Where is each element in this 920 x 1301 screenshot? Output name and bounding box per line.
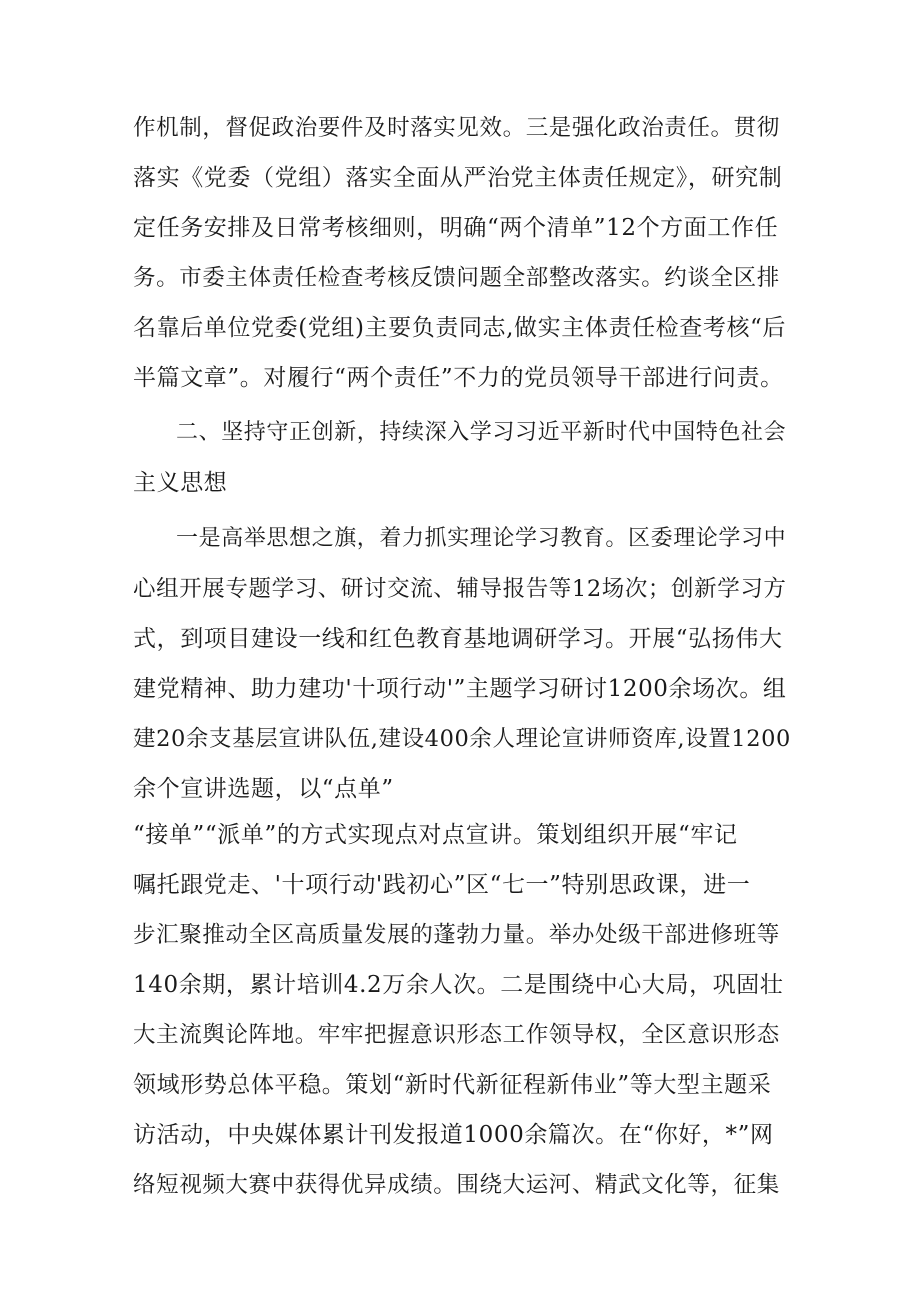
text-line: 访活动，中央媒体累计刊发报道1000余篇次。在“你好，*”网 — [133, 1122, 774, 1148]
text-line: 作机制，督促政治要件及时落实见效。三是强化政治责任。贯彻 — [133, 115, 780, 141]
text-line: 务。市委主体责任检查考核反馈问题全部整改落实。约谈全区排 — [133, 265, 780, 291]
text-line: 络短视频大赛中获得优异成绩。围绕大运河、精武文化等，征集 — [133, 1172, 780, 1198]
text-line: 一是高举思想之旗，着力抓实理论学习教育。区委理论学习中 — [176, 526, 787, 551]
text-line: 领域形势总体平稳。策划“新时代新征程新伟业”等大型主题采 — [133, 1072, 772, 1098]
text-line: 嘱托跟党走、'十项行动'践初心”区“七一”特别思政课，进一 — [133, 872, 751, 898]
text-line: 名靠后单位党委(党组)主要负责同志,做实主体责任检查考核“后 — [133, 315, 787, 341]
text-line: 余个宣讲选题，以“点单” — [133, 776, 394, 802]
text-line: 式，到项目建设一线和红色教育基地调研学习。开展“弘扬伟大 — [133, 626, 783, 652]
section-heading-line: 主义思想 — [133, 470, 228, 496]
text-line: 落实《党委（党组）落实全面从严治党主体责任规定》，研究制 — [133, 165, 783, 191]
text-line: 大主流舆论阵地。牢牢把握意识形态工作领导权，全区意识形态 — [133, 1022, 780, 1048]
text-line: 建20余支基层宣讲队伍,建设400余人理论宣讲师资库,设置1200 — [133, 726, 791, 752]
text-line: 建党精神、助力建功'十项行动'”主题学习研讨1200余场次。组 — [133, 676, 787, 702]
text-line: “接单”“派单”的方式实现点对点宣讲。策划组织开展“牢记 — [133, 822, 738, 848]
text-line: 140余期，累计培训4.2万余人次。二是围绕中心大局，巩固壮 — [133, 972, 784, 998]
text-line: 步汇聚推动全区高质量发展的蓬勃力量。举办处级干部进修班等 — [133, 922, 780, 948]
section-heading-line: 二、坚持守正创新，持续深入学习习近平新时代中国特色社会 — [176, 420, 787, 445]
text-line: 定任务安排及日常考核细则，明确“两个清单”12个方面工作任 — [133, 215, 779, 241]
text-line: 心组开展专题学习、研讨交流、辅导报告等12场次；创新学习方 — [133, 576, 787, 602]
text-line: 半篇文章”。对履行“两个责任”不力的党员领导干部进行问责。 — [133, 365, 784, 391]
